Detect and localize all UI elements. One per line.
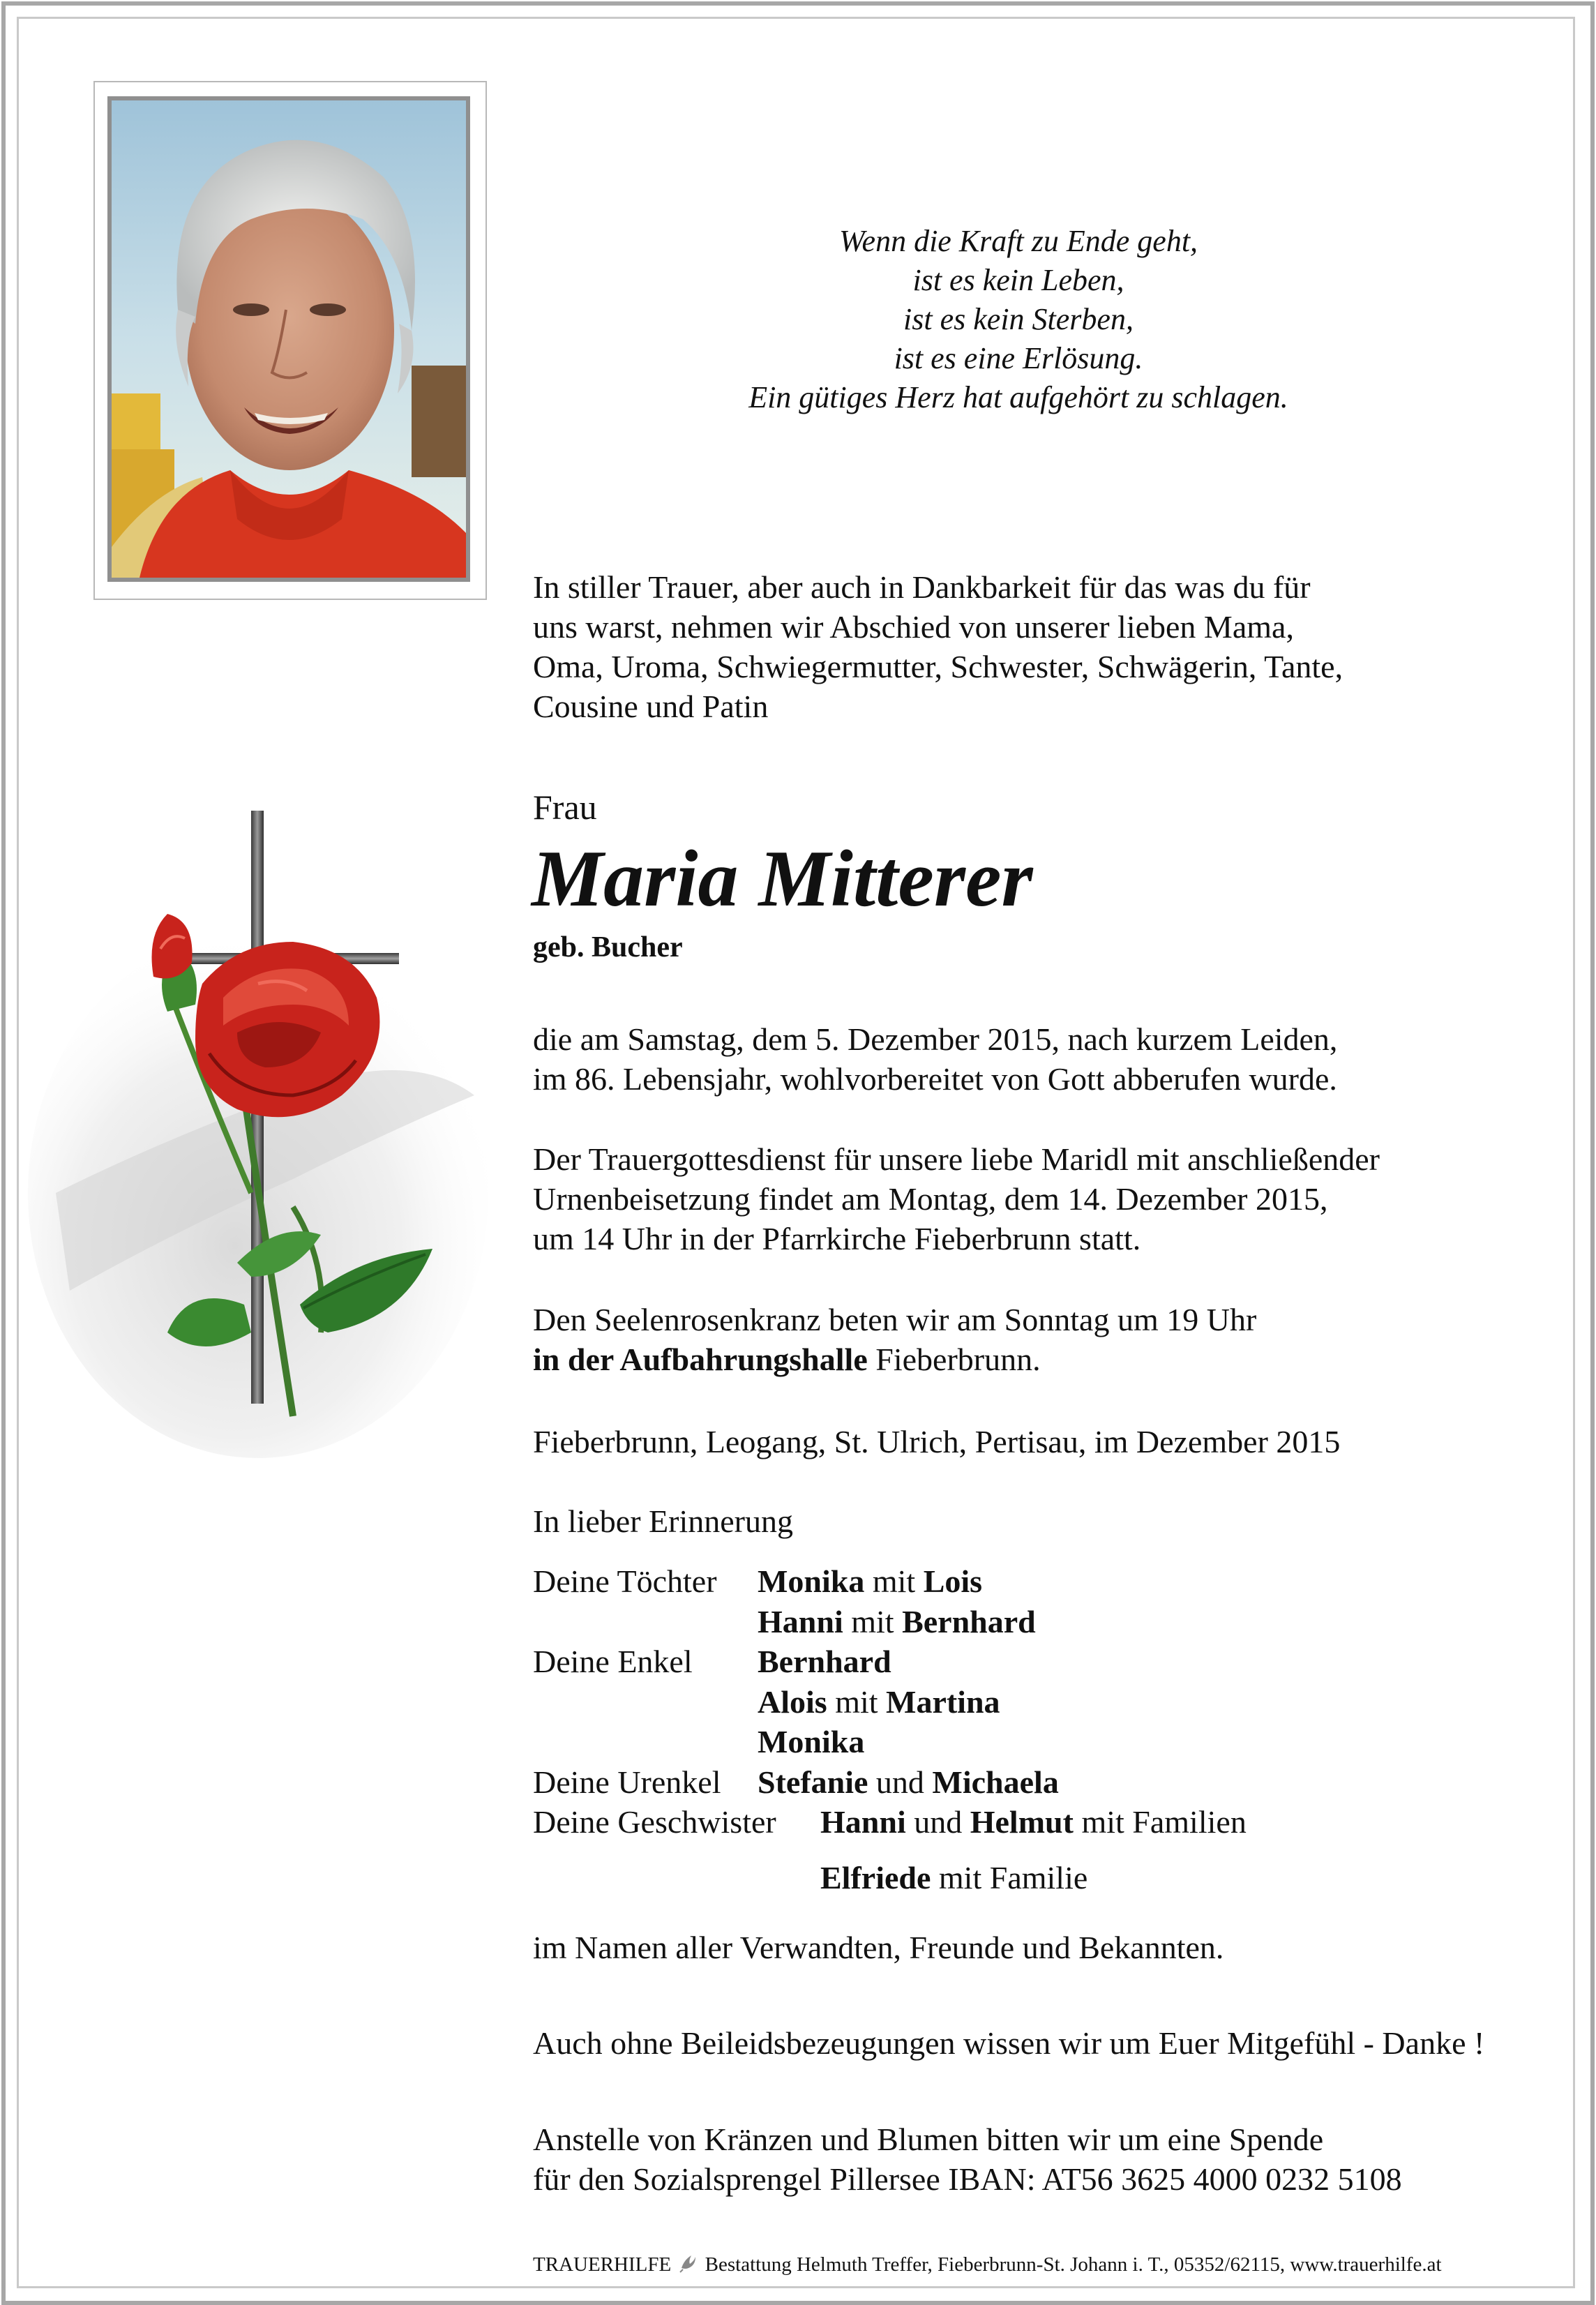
death-line: die am Samstag, dem 5. Dezember 2015, nach kurzem Leiden, <box>533 1021 1338 1057</box>
intro-text <box>533 567 1343 726</box>
place-date: Fieberbrunn, Leogang, St. Ulrich, Pertisau, im Dezember 2015 <box>533 1424 1341 1459</box>
birth-name: geb. Bucher <box>533 931 683 963</box>
intro-line: Cousine und Patin <box>533 689 769 724</box>
rosary-place: Fieberbrunn. <box>867 1342 1041 1377</box>
intro-line: In stiller Trauer, aber auch in Dankbarkeit für das was du für <box>533 569 1311 605</box>
siblings-label: Deine Geschwister <box>533 1804 776 1840</box>
dove-icon <box>677 2253 698 2274</box>
photo-frame <box>93 81 487 600</box>
rosary-line-2 <box>533 1339 1256 1379</box>
cross-rose-ornament <box>28 802 516 1486</box>
grandchildren-label: Deine Enkel <box>533 1644 693 1679</box>
footer-text: Bestattung Helmuth Treffer, Fieberbrunn-St. Johann i. T., 05352/62115, www.trauerhilfe.at <box>705 2253 1442 2276</box>
donation-line: Anstelle von Kränzen und Blumen bitten wir um eine Spende <box>533 2122 1324 2157</box>
daughter-1: Monika mit Lois <box>758 1563 983 1599</box>
service-info <box>533 1139 1380 1259</box>
intro-line: uns warst, nehmen wir Abschied von unserer lieben Mama, <box>533 609 1294 645</box>
thanks-line: Auch ohne Beileidsbezeugungen wissen wir um Euer Mitgefühl - Danke ! <box>533 2025 1485 2061</box>
poem-line: ist es eine Erlösung. <box>894 341 1143 375</box>
sibling-2: Elfriede mit Familie <box>820 1859 1088 1895</box>
great-grandchildren-label: Deine Urenkel <box>533 1764 721 1800</box>
portrait-photo <box>107 96 470 582</box>
poem-line: ist es kein Leben, <box>912 263 1124 297</box>
deceased-name: Maria Mitterer <box>532 834 1033 924</box>
grandchild-1: Bernhard <box>758 1644 891 1679</box>
poem-line: ist es kein Sterben, <box>903 302 1134 336</box>
footer <box>533 2252 1442 2277</box>
service-line: Urnenbeisetzung findet am Montag, dem 14. Dezember 2015, <box>533 1181 1328 1217</box>
memory-line: In lieber Erinnerung <box>533 1503 793 1539</box>
daughters-label: Deine Töchter <box>533 1563 717 1599</box>
poem-line: Wenn die Kraft zu Ende geht, <box>838 224 1198 258</box>
service-line: Der Trauergottesdienst für unsere liebe Maridl mit anschließender <box>533 1141 1380 1177</box>
grandchild-2: Alois mit Martina <box>758 1683 1000 1720</box>
rosary-line: Den Seelenrosenkranz beten wir am Sonntag um 19 Uhr <box>533 1302 1257 1337</box>
footer-brand: TRAUERHILFE <box>533 2253 672 2276</box>
poem <box>530 222 1507 417</box>
donation-info <box>533 2119 1402 2199</box>
service-line: um 14 Uhr in der Pfarrkirche Fieberbrunn statt. <box>533 1221 1141 1256</box>
rosary-info <box>533 1300 1256 1379</box>
relatives-line: im Namen aller Verwandten, Freunde und Bekannten. <box>533 1930 1224 1965</box>
death-line: im 86. Lebensjahr, wohlvorbereitet von Gott abberufen wurde. <box>533 1061 1337 1097</box>
salutation: Frau <box>533 788 597 827</box>
donation-line: für den Sozialsprengel Pillersee IBAN: AT56 3625 4000 0232 5108 <box>533 2161 1402 2197</box>
intro-line: Oma, Uroma, Schwiegermutter, Schwester, Schwägerin, Tante, <box>533 649 1343 684</box>
great-grandchildren: Stefanie und Michaela <box>758 1764 1059 1800</box>
daughter-2: Hanni mit Bernhard <box>758 1603 1036 1639</box>
rosary-location: in der Aufbahrungshalle <box>533 1342 868 1377</box>
sibling-1: Hanni und Helmut mit Familien <box>820 1804 1247 1840</box>
poem-line: Ein gütiges Herz hat aufgehört zu schlagen. <box>748 380 1288 414</box>
grandchild-3: Monika <box>758 1724 865 1759</box>
death-notice <box>533 1019 1337 1099</box>
